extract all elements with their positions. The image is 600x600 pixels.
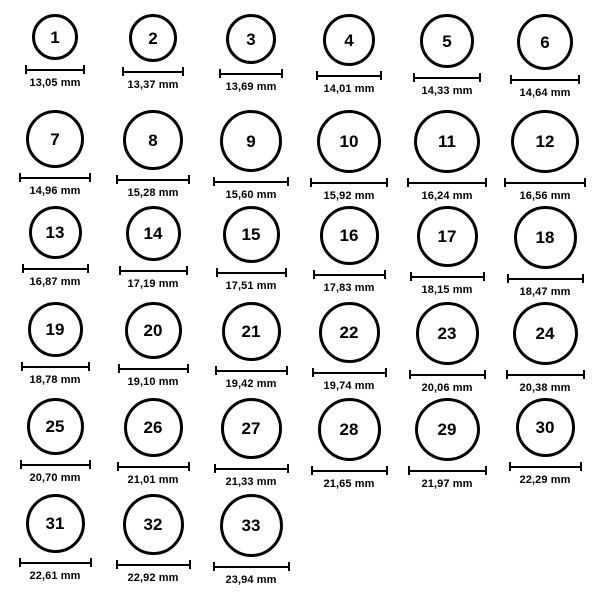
ring-size-cell bbox=[496, 106, 594, 202]
ring-size-label: 14 bbox=[143, 224, 163, 243]
ring-circle bbox=[123, 110, 183, 170]
ring-size-cell bbox=[300, 106, 398, 202]
ring-size-cell bbox=[496, 298, 594, 394]
diameter-value: 21,33 mm bbox=[225, 476, 277, 488]
ring-size-label: 15 bbox=[241, 225, 261, 244]
measure-line bbox=[407, 178, 487, 187]
diameter-value: 21,97 mm bbox=[421, 478, 473, 490]
ring-size-cell bbox=[104, 10, 202, 106]
ring-size-label: 7 bbox=[50, 129, 60, 149]
ring-size-cell bbox=[6, 298, 104, 394]
ring-size-cell bbox=[104, 298, 202, 394]
ring-size-cell bbox=[202, 298, 300, 394]
diameter-measure-bar bbox=[408, 466, 487, 475]
ring-size-cell bbox=[202, 490, 300, 586]
ring-circle bbox=[511, 110, 579, 173]
diameter-value: 18,78 mm bbox=[29, 374, 81, 386]
ring-circle bbox=[414, 110, 480, 173]
ring-size-label: 9 bbox=[246, 131, 256, 151]
ring-size-cell bbox=[6, 106, 104, 202]
ring-size-cell bbox=[300, 298, 398, 394]
ring-size-cell bbox=[6, 202, 104, 298]
diameter-measure-bar bbox=[510, 75, 580, 84]
diameter-measure-bar bbox=[409, 370, 486, 379]
measure-line bbox=[119, 266, 188, 275]
ring-size-label: 32 bbox=[143, 515, 163, 534]
ring-size-cell bbox=[104, 394, 202, 490]
measure-line bbox=[413, 73, 481, 82]
diameter-value: 22,61 mm bbox=[29, 570, 81, 582]
diameter-measure-bar bbox=[117, 462, 190, 471]
measure-line bbox=[510, 75, 580, 84]
ring-size-label: 13 bbox=[45, 223, 65, 242]
ring-circle bbox=[516, 398, 575, 457]
ring-size-cell bbox=[300, 202, 398, 298]
diameter-value: 16,56 mm bbox=[519, 190, 571, 202]
ring-circle bbox=[124, 398, 183, 457]
diameter-value: 15,60 mm bbox=[225, 189, 277, 201]
diameter-value: 14,01 mm bbox=[323, 83, 375, 95]
diameter-measure-bar bbox=[410, 272, 485, 281]
measure-line bbox=[21, 362, 90, 371]
diameter-measure-bar bbox=[25, 65, 85, 74]
ring-circle bbox=[27, 398, 84, 455]
ring-circle bbox=[32, 14, 78, 60]
diameter-measure-bar bbox=[215, 366, 288, 375]
measure-line bbox=[219, 69, 283, 78]
diameter-value: 22,92 mm bbox=[127, 572, 179, 584]
ring-circle bbox=[319, 302, 380, 363]
ring-circle bbox=[317, 110, 381, 173]
ring-size-cell bbox=[104, 490, 202, 586]
diameter-value: 20,70 mm bbox=[29, 472, 81, 484]
ring-size-label: 25 bbox=[45, 417, 65, 436]
ring-size-label: 1 bbox=[50, 27, 60, 47]
diameter-measure-bar bbox=[19, 558, 92, 567]
ring-circle bbox=[26, 494, 85, 553]
ring-circle bbox=[125, 302, 182, 359]
measure-line bbox=[20, 460, 91, 469]
ring-circle bbox=[220, 494, 283, 557]
diameter-measure-bar bbox=[504, 178, 586, 187]
ring-size-cell bbox=[6, 10, 104, 106]
ring-circle bbox=[222, 302, 281, 361]
diameter-value: 19,74 mm bbox=[323, 380, 375, 392]
diameter-measure-bar bbox=[21, 362, 90, 371]
ring-circle bbox=[226, 14, 276, 64]
ring-size-cell bbox=[398, 298, 496, 394]
diameter-value: 21,01 mm bbox=[127, 474, 179, 486]
ring-size-cell bbox=[398, 10, 496, 106]
ring-circle bbox=[126, 206, 181, 261]
measure-line bbox=[214, 464, 289, 473]
ring-size-label: 27 bbox=[241, 419, 261, 438]
diameter-measure-bar bbox=[311, 466, 388, 475]
diameter-measure-bar bbox=[509, 462, 582, 471]
ring-size-label: 17 bbox=[437, 227, 457, 246]
ring-circle bbox=[323, 14, 375, 66]
diameter-measure-bar bbox=[216, 268, 287, 277]
diameter-measure-bar bbox=[316, 71, 382, 80]
diameter-measure-bar bbox=[507, 274, 584, 283]
measure-line bbox=[25, 65, 85, 74]
measure-line bbox=[509, 462, 582, 471]
diameter-value: 14,96 mm bbox=[29, 185, 81, 197]
ring-size-label: 18 bbox=[535, 228, 555, 247]
diameter-measure-bar bbox=[116, 560, 191, 569]
diameter-value: 13,69 mm bbox=[225, 81, 277, 93]
diameter-measure-bar bbox=[214, 464, 289, 473]
ring-size-cell bbox=[496, 202, 594, 298]
ring-size-cell bbox=[6, 394, 104, 490]
ring-size-label: 26 bbox=[143, 418, 163, 437]
ring-circle bbox=[514, 206, 577, 269]
ring-circle bbox=[420, 14, 474, 68]
measure-line bbox=[116, 175, 190, 184]
diameter-value: 20,06 mm bbox=[421, 382, 473, 394]
measure-line bbox=[116, 560, 191, 569]
diameter-measure-bar bbox=[22, 264, 89, 273]
diameter-measure-bar bbox=[118, 364, 189, 373]
ring-size-label: 2 bbox=[148, 28, 158, 48]
ring-size-cell bbox=[202, 10, 300, 106]
measure-line bbox=[118, 364, 189, 373]
ring-circle bbox=[415, 398, 480, 461]
diameter-measure-bar bbox=[19, 173, 91, 182]
ring-circle bbox=[28, 302, 83, 357]
measure-line bbox=[117, 462, 190, 471]
ring-size-label: 30 bbox=[535, 418, 555, 437]
ring-circle bbox=[513, 302, 578, 365]
diameter-value: 22,29 mm bbox=[519, 474, 571, 486]
diameter-measure-bar bbox=[413, 73, 481, 82]
ring-size-cell bbox=[496, 394, 594, 490]
ring-size-label: 23 bbox=[437, 324, 457, 343]
diameter-value: 18,15 mm bbox=[421, 284, 473, 296]
ring-size-label: 28 bbox=[339, 420, 359, 439]
ring-size-label: 16 bbox=[339, 226, 359, 245]
ring-size-cell bbox=[300, 10, 398, 106]
diameter-measure-bar bbox=[313, 270, 386, 279]
measure-line bbox=[19, 558, 92, 567]
diameter-value: 15,28 mm bbox=[127, 187, 179, 199]
ring-size-label: 11 bbox=[438, 132, 456, 151]
ring-size-label: 31 bbox=[45, 514, 65, 533]
ring-circle bbox=[221, 398, 282, 459]
ring-size-cell bbox=[398, 394, 496, 490]
measure-line bbox=[313, 270, 386, 279]
measure-line bbox=[410, 272, 485, 281]
ring-size-cell bbox=[398, 202, 496, 298]
measure-line bbox=[312, 368, 387, 377]
measure-line bbox=[215, 366, 288, 375]
ring-circle bbox=[517, 14, 573, 70]
diameter-measure-bar bbox=[310, 178, 388, 187]
measure-line bbox=[409, 370, 486, 379]
diameter-measure-bar bbox=[119, 266, 188, 275]
diameter-value: 13,37 mm bbox=[127, 79, 179, 91]
ring-circle bbox=[26, 110, 84, 168]
diameter-measure-bar bbox=[122, 67, 184, 76]
ring-size-label: 33 bbox=[241, 516, 261, 535]
ring-size-label: 21 bbox=[241, 322, 261, 341]
ring-size-cell bbox=[6, 490, 104, 586]
measure-line bbox=[216, 268, 287, 277]
diameter-measure-bar bbox=[116, 175, 190, 184]
ring-size-cell bbox=[202, 106, 300, 202]
measure-line bbox=[408, 466, 487, 475]
diameter-measure-bar bbox=[213, 562, 290, 571]
diameter-value: 23,94 mm bbox=[225, 574, 277, 586]
diameter-measure-bar bbox=[213, 177, 289, 186]
ring-size-label: 4 bbox=[344, 30, 354, 50]
diameter-value: 21,65 mm bbox=[323, 478, 375, 490]
diameter-value: 18,47 mm bbox=[519, 286, 571, 298]
ring-circle bbox=[123, 494, 184, 555]
ring-size-cell bbox=[104, 106, 202, 202]
diameter-measure-bar bbox=[219, 69, 283, 78]
diameter-measure-bar bbox=[506, 370, 585, 379]
diameter-value: 16,24 mm bbox=[421, 190, 473, 202]
ring-size-label: 22 bbox=[339, 323, 359, 342]
diameter-value: 19,10 mm bbox=[127, 376, 179, 388]
measure-line bbox=[506, 370, 585, 379]
ring-size-label: 6 bbox=[540, 32, 550, 52]
ring-size-cell bbox=[202, 394, 300, 490]
diameter-measure-bar bbox=[407, 178, 487, 187]
ring-size-label: 19 bbox=[45, 320, 65, 339]
diameter-value: 17,51 mm bbox=[225, 280, 277, 292]
ring-size-label: 29 bbox=[437, 420, 457, 439]
ring-circle bbox=[416, 302, 479, 365]
ring-circle bbox=[223, 206, 280, 263]
diameter-value: 17,83 mm bbox=[323, 282, 375, 294]
ring-size-cell bbox=[398, 106, 496, 202]
ring-size-cell bbox=[202, 202, 300, 298]
diameter-value: 17,19 mm bbox=[127, 278, 179, 290]
ring-size-label: 3 bbox=[246, 29, 256, 49]
measure-line bbox=[19, 173, 91, 182]
measure-line bbox=[311, 466, 388, 475]
diameter-value: 14,33 mm bbox=[421, 85, 473, 97]
measure-line bbox=[507, 274, 584, 283]
measure-line bbox=[22, 264, 89, 273]
diameter-measure-bar bbox=[312, 368, 387, 377]
ring-circle bbox=[320, 206, 379, 265]
ring-circle bbox=[318, 398, 381, 461]
diameter-value: 15,92 mm bbox=[323, 190, 375, 202]
ring-size-grid bbox=[6, 10, 594, 586]
ring-size-cell bbox=[104, 202, 202, 298]
measure-line bbox=[504, 178, 586, 187]
ring-size-cell bbox=[496, 10, 594, 106]
diameter-value: 16,87 mm bbox=[29, 276, 81, 288]
measure-line bbox=[213, 562, 290, 571]
ring-circle bbox=[29, 206, 82, 259]
diameter-value: 20,38 mm bbox=[519, 382, 571, 394]
ring-size-label: 12 bbox=[535, 132, 555, 151]
ring-size-cell bbox=[300, 394, 398, 490]
ring-size-label: 20 bbox=[143, 321, 163, 340]
ring-circle bbox=[417, 206, 478, 267]
ring-size-label: 10 bbox=[339, 132, 359, 151]
measure-line bbox=[213, 177, 289, 186]
ring-size-label: 8 bbox=[148, 130, 158, 150]
diameter-measure-bar bbox=[20, 460, 91, 469]
ring-size-label: 5 bbox=[442, 31, 452, 51]
diameter-value: 19,42 mm bbox=[225, 378, 277, 390]
ring-size-label: 24 bbox=[535, 324, 555, 343]
measure-line bbox=[316, 71, 382, 80]
ring-circle bbox=[220, 110, 282, 172]
diameter-value: 14,64 mm bbox=[519, 87, 571, 99]
ring-circle bbox=[129, 14, 177, 62]
measure-line bbox=[310, 178, 388, 187]
measure-line bbox=[122, 67, 184, 76]
diameter-value: 13,05 mm bbox=[29, 77, 81, 89]
